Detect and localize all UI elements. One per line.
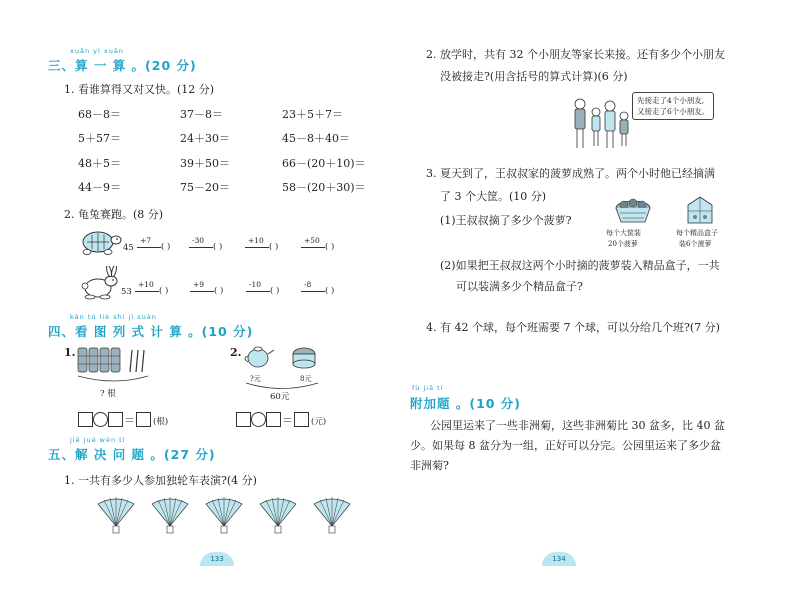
pic1-unit: (根) [153,417,169,427]
arrow-line [189,247,213,248]
turtle-chain [137,236,362,256]
turtle-op-1: -30 [192,236,205,245]
teapot-cake-icon [242,344,322,374]
pic2-answer-frame: ＝ (元) [236,409,326,428]
p3-line1: 3. 夏天到了，王叔叔家的菠萝成熟了。两个小时他已经摘满 [426,167,715,180]
page-number-right: 134 [542,552,576,566]
turtle-start: 45 [123,243,134,253]
eq-r0c1: 37－8＝ [180,108,223,121]
sec4-pinyin: kàn tú liè shì jì suàn [70,313,157,321]
rabbit-blank-3: ( ) [325,286,335,296]
pic2-total: 60元 [270,392,290,402]
rabbit-icon [78,266,120,300]
sec5-pinyin: jiě jué wèn tí [70,436,126,444]
eq-r3c1: 75－20＝ [180,181,230,194]
p2-line1: 2. 放学时，共有 32 个小朋友等家长来接。还有多少个小朋友 [426,48,725,61]
speech-bubble [632,92,714,120]
bubble-line1: 先接走了4个小朋友, [637,96,705,105]
pic2-tag1: ?元 [250,375,261,383]
q1-title: 1. 看谁算得又对又快。(12 分) [64,83,215,96]
q2-title: 2. 龟兔赛跑。(8 分) [64,208,164,221]
sticks-bundle-icon [76,346,156,398]
pic1-label: ? 根 [100,389,116,399]
bonus-title: 附加题 。(10 分) [410,396,522,411]
rabbit-op-1: +9 [193,280,205,289]
p1-title: 1. 一共有多少人参加独轮车表演?(4 分) [64,474,257,487]
pic1-number: 1. [64,346,76,359]
rabbit-op-2: -10 [249,280,262,289]
arrow-line [190,291,214,292]
arrow-line [301,291,325,292]
cap2-b: 装6个菠萝 [679,240,712,248]
arrow-line [245,247,269,248]
p4-line: 4. 有 42 个球，每个班需要 7 个球，可以分给几个班?(7 分) [426,321,720,334]
turtle-icon [76,228,122,256]
eq-r2c0: 48＋5＝ [78,157,121,170]
bonus-line2: 少。如果每 8 盆分为一组，正好可以分完。公园里运来了多少盆 [410,439,721,452]
p3-sub1: (1)王叔叔摘了多少个菠萝? [440,214,572,227]
sec4-title: 四、看 图 列 式 计 算 。(10 分) [48,324,254,339]
answer-box[interactable] [236,412,251,427]
cap1-a: 每个大筐装 [606,229,641,237]
pic2-unit: (元) [311,417,327,427]
pic2-tag2: 8元 [300,375,312,383]
bonus-pinyin: fù jiā tí [412,384,444,392]
turtle-op-3: +50 [304,236,320,245]
p3-line2: 了 3 个大筐。(10 分) [440,190,547,203]
sec5-title: 五、解 决 问 题 。(27 分) [48,447,216,462]
rabbit-chain [135,280,360,300]
arrow-line [137,247,161,248]
operator-circle[interactable] [93,412,108,427]
bubble-line2: 又接走了6个小朋友。 [637,107,710,116]
p2-line2: 没被接走?(用含括号的算式计算)(6 分) [440,70,628,83]
cap1-b: 20个菠萝 [608,240,638,248]
answer-box[interactable] [108,412,123,427]
pic1-answer-frame: ＝ (根) [78,409,168,428]
answer-box[interactable] [294,412,309,427]
eq-r0c0: 68－8＝ [78,108,121,121]
eq-r0c2: 23＋5＋7＝ [282,108,343,121]
eq-r3c2: 58－(20＋30)＝ [282,181,366,194]
p3-sub2a: (2)如果把王叔叔这两个小时摘的菠萝装入精品盒子，一共 [440,259,720,272]
turtle-op-0: +7 [140,236,152,245]
arrow-line [135,291,159,292]
answer-box[interactable] [78,412,93,427]
pineapple-basket-icon [612,196,654,226]
operator-circle[interactable] [251,412,266,427]
parents-children-illustration [570,96,632,154]
eq-r3c0: 44－9＝ [78,181,121,194]
turtle-blank-1: ( ) [213,242,223,252]
sec3-pinyin: xuān yì xuān [70,47,124,55]
eq-r1c0: 5＋57＝ [78,132,121,145]
eq-r1c2: 45－8＋40＝ [282,132,350,145]
gift-box-icon [684,193,716,227]
eq-r2c1: 39＋50＝ [180,157,230,170]
eq-r1c1: 24＋30＝ [180,132,230,145]
answer-box[interactable] [266,412,281,427]
pic2-number: 2. [230,346,242,359]
rabbit-blank-0: ( ) [159,286,169,296]
cap2-a: 每个精品盒子 [676,229,718,237]
unicycle-performers-illustration [92,496,360,536]
p3-sub2b: 可以装满多少个精品盒子? [456,280,583,293]
rabbit-op-3: -8 [304,280,312,289]
rabbit-blank-2: ( ) [270,286,280,296]
rabbit-blank-1: ( ) [214,286,224,296]
rabbit-op-0: +10 [138,280,154,289]
answer-box[interactable] [136,412,151,427]
bonus-line3: 非洲菊? [410,459,449,472]
arrow-line [301,247,325,248]
turtle-op-2: +10 [248,236,264,245]
bonus-line1: 公园里运来了一些非洲菊，这些非洲菊比 30 盆多，比 40 盆 [430,419,725,432]
sec3-title: 三、算 一 算 。(20 分) [48,58,197,73]
turtle-blank-2: ( ) [269,242,279,252]
turtle-blank-3: ( ) [325,242,335,252]
page-number-left: 133 [200,552,234,566]
arrow-line [246,291,270,292]
eq-r2c2: 66－(20＋10)＝ [282,157,366,170]
rabbit-start: 53 [121,287,132,297]
turtle-blank-0: ( ) [161,242,171,252]
